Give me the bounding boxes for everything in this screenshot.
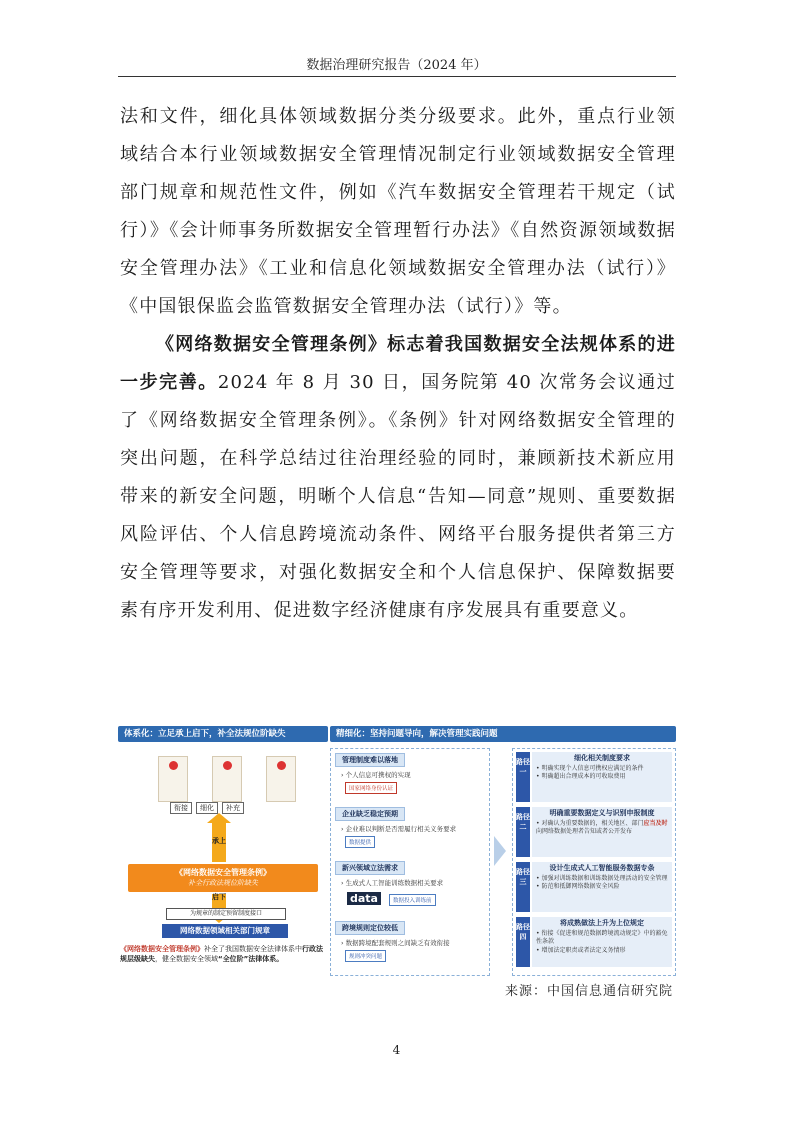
figure-source: 来源：中国信息通信研究院 <box>504 984 673 999</box>
law-book-icon <box>158 756 188 802</box>
department-rules-bar: 网络数据领域相关部门规章 <box>162 924 288 938</box>
solution-path: 路径一 细化相关制度要求 • 明确实现个人信息可携权应满足的条件 • 明确超出合理成本的可收取费用 <box>516 752 672 804</box>
paragraph-2 <box>120 326 676 630</box>
solution-path: 路径二 明确重要数据定义与识别申报制度 • 对确认为重要数据的，相关地区、部门应当及时向网络数据处理者告知或者公开发布 <box>516 807 672 859</box>
paragraph-2-rest: 2024 年 8 月 30 日，国务院第 40 次常务会议通过了《网络数据安全管理条例》。《条例》针对网络数据安全管理的突出问题，在科学总结过往治理经验的同时，兼顾新技术新应用带来的新安全问题，明晰个人信息“告知—同意”规则、重要数据风险评估、个人信息跨境流动条件、网络平台服务提供者第三方安全管理等要求，对强化数据安全和个人信息保护、保障数据要素有序开发利用、促进数字经济健康有序发展具有重要意义。 <box>120 372 677 621</box>
solution-paths <box>512 748 676 976</box>
tag-connect: 衔接 <box>170 802 192 814</box>
arrow-up-label: 承上 <box>212 837 226 845</box>
law-book-icon <box>266 756 296 802</box>
interface-box: 为规章的制定预留制度接口 <box>166 908 286 920</box>
page-number: 4 <box>392 1043 401 1057</box>
solution-path: 路径三 设计生成式人工智能服务数据专条 • 加强对训练数据和训练数据处理活动的安全管理 • 防范和抵御网络数据安全风险 <box>516 862 672 914</box>
regulation-subtitle: 补全行政法规位阶缺失 <box>188 879 258 887</box>
problem-block: 新兴领域立法需求 › 生成式人工智能训练数据相关要求 data 数据投入训练前 <box>335 861 485 906</box>
regulation-figure <box>118 726 676 976</box>
law-book-icon <box>212 756 242 802</box>
tag-supplement: 补充 <box>222 802 244 814</box>
problem-column <box>330 748 490 976</box>
problem-block: 跨境规则定位较低 › 数据跨境配套规则之间缺乏有效衔接 规则冲突问题 <box>335 921 485 962</box>
arrow-down-label: 启下 <box>212 893 226 901</box>
header-divider <box>118 76 676 77</box>
page-header: 数据治理研究报告（2024 年） <box>306 58 487 73</box>
solution-path: 路径四 将成熟做法上升为上位规定 • 衔接《促进和规范数据跨境流动规定》中的豁免性条款 • 增加法定职责或者法定义务情形 <box>516 917 672 969</box>
figure-right-panel <box>330 726 676 976</box>
data-logo-icon: data <box>347 892 381 905</box>
left-note: 《网络数据安全管理条例》补全了我国数据安全法律体系中行政法规层级缺失，健全数据安全领域“全位阶”法律体系。 <box>120 945 323 963</box>
paragraph-1: 法和文件，细化具体领域数据分类分级要求。此外，重点行业领域结合本行业领域数据安全管理情况制定行业领域数据安全管理部门规章和规范性文件，例如《汽车数据安全管理若干规定（试行）》《会计师事务所数据安全管理暂行办法》《自然资源领域数据安全管理办法》《工业和信息化领域数据安全管理办法（试行）》《中国银保监会监管数据安全管理办法（试行）》等。 <box>120 106 676 317</box>
body-text <box>120 98 676 630</box>
figure-left-panel <box>118 726 328 976</box>
chevron-right-icon <box>494 836 508 866</box>
tag-refine: 细化 <box>196 802 218 814</box>
problem-block: 企业缺乏稳定预期 › 企业难以判断是否需履行相关义务要求 数据提供 <box>335 807 485 848</box>
left-banner: 体系化：立足承上启下，补全法规位阶缺失 <box>118 726 328 742</box>
paragraph-2-lead: 《网络数据安全管理条例》标志着我国数据安全法规体系的进一步完善。 <box>120 334 676 393</box>
regulation-band <box>128 864 318 892</box>
regulation-title: 《网络数据安全管理条例》 <box>175 868 271 877</box>
problem-block: 管理制度难以落地 › 个人信息可携权的实现 国家网络身份认证 <box>335 753 485 794</box>
right-banner: 精细化：坚持问题导向，解决管理实践问题 <box>330 726 676 742</box>
